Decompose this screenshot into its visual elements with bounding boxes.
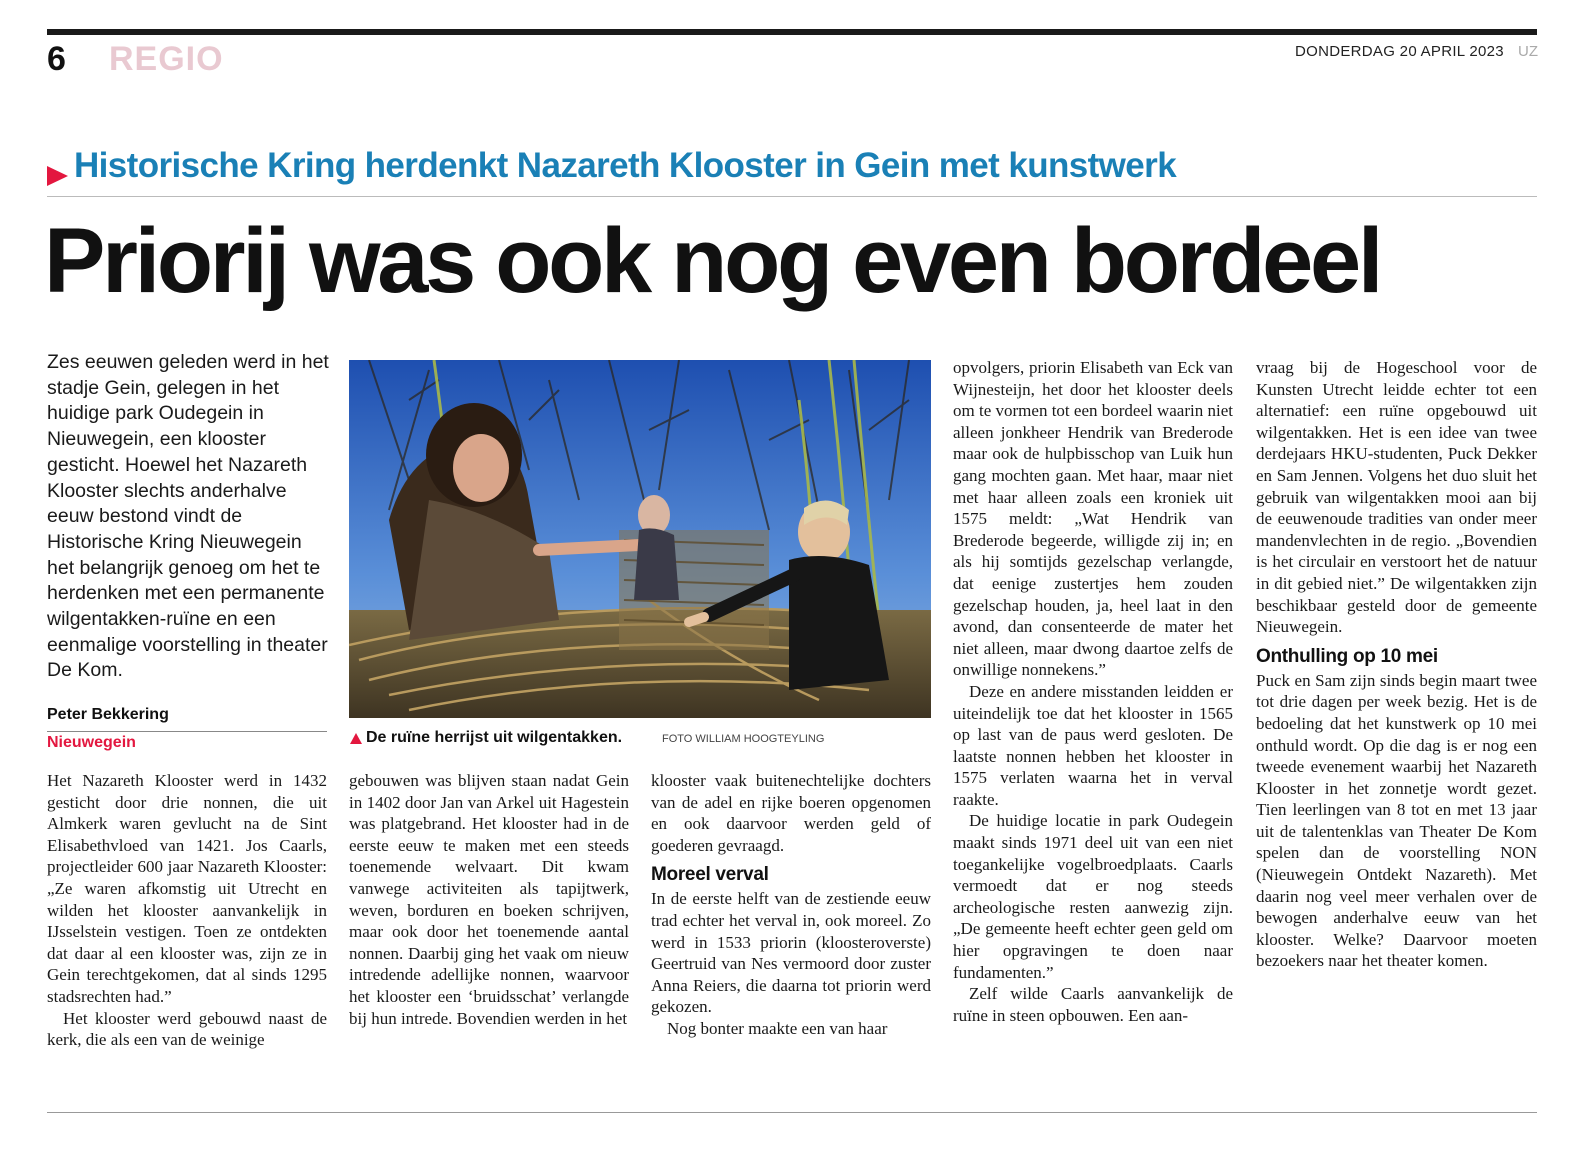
body-paragraph: Puck en Sam zijn sinds begin maart twee tot drie dagen per week bezig. Het is de bedoeling dat het kunstwerk op 10 mei onthuld wordt. Op die dag is er nog een tweede evenement waarbij het Nazareth Klooster in het zonnetje wordt gezet. Tien leerlingen van 8 tot en met 13 jaar uit de talentenklas van Theater De Kom spelen dan de voorstelling NON (Nieuwegein Ontdekt Nazareth). Met daarin nog veel meer verhalen over de bewogen anderhalve eeuw van het klooster. Welke? Daarvoor moeten bezoekers naar het theater komen. bbox=[1256, 670, 1537, 971]
article-intro: Zes eeuwen geleden werd in het stadje Gein, gelegen in het huidige park Oudegein in Nieuwegein, een klooster gesticht. Hoewel het Nazareth Klooster slechts anderhalve eeuw bestond vindt de Historische Kring Nieuwegein het belangrijk genoeg om het te herdenken met een permanente wilgentakken-ruïne en een eenmalige voorstelling in theater De Kom. bbox=[47, 351, 329, 682]
body-paragraph: gebouwen was blijven staan nadat Gein in 1402 door Jan van Arkel uit Hagestein was platgebrand. Het klooster had in de eerste eeuw te maken met een steeds toenemende welvaart. Dit kwam vanwege activiteiten als tapijtwerk, weven, borduren en boeken schrijven, maar ook door het toenemende aantal nonnen. Daarbij ging het vaak om nieuw intredende adellijke nonnen, waarvoor het klooster een ‘bruidsschat’ verlangde bij hun intrede. Bovendien werden in het bbox=[349, 771, 629, 1028]
body-paragraph: opvolgers, priorin Elisabeth van Eck van Wijnesteijn, het door het klooster deels om te vormen tot een bordeel waarin niet alleen jonkheer Hendrik van Brederode maar ook de hulpbisschop van Luik hun gang mochten gaan. Met haar, maar niet met haar alleen zoals een kroniek uit 1575 meldt: „Wat Hendrik van Brederode begeerde, willigde zij in; en als hij somtijds gezelschap verlangde, dat eenige zustertjes hem zouden gezelschap houden, ja, heel laat in den avond, dan consenteerde de mater het niet alleen, maar dwong daartoe zelfs de onwillige nonnekens.” bbox=[953, 358, 1233, 680]
article-headline: Priorij was ook nog even bordeel bbox=[44, 210, 1381, 312]
body-column-4 bbox=[953, 357, 1233, 1076]
body-column-3 bbox=[651, 770, 931, 1076]
kicker-arrow-icon bbox=[47, 166, 68, 186]
body-paragraph: Nog bonter maakte een van haar bbox=[667, 1018, 888, 1038]
byline-location: Nieuwegein bbox=[47, 734, 136, 751]
subheading-moreel-verval: Moreel verval bbox=[651, 864, 769, 886]
article-photo bbox=[349, 360, 931, 718]
article-kicker: Historische Kring herdenkt Nazareth Klooster in Gein met kunstwerk bbox=[74, 146, 1177, 185]
body-paragraph: Het Nazareth Klooster werd in 1432 gesticht door drie nonnen, die uit Almkerk waren gevlucht na de Sint Elisabethvloed van 1421. Jos Caarls, projectleider 600 jaar Nazareth Klooster: „Ze waren afkomstig uit Utrecht en wilden het klooster aanvankelijk in IJsselstein vestigen. Toen ze ontdekten dat daar al een klooster was, zijn ze in Gein terechtgekomen, dat al sinds 1295 stadsrechten had.” bbox=[47, 771, 327, 1006]
kicker-rule bbox=[47, 196, 1537, 197]
section-label: REGIO bbox=[109, 40, 224, 78]
body-paragraph: In de eerste helft van de zestiende eeuw trad echter het verval in, ook moreel. Zo werd in 1533 priorin (kloosteroverste) Geertruid van Nes vermoord door zuster Anna Reiers, die daarna tot priorin werd gekozen. bbox=[651, 889, 931, 1017]
subheading-onthulling: Onthulling op 10 mei bbox=[1256, 645, 1438, 667]
page-bottom-rule bbox=[47, 1112, 1537, 1113]
body-paragraph: vraag bij de Hogeschool voor de Kunsten Utrecht leidde echter tot een alternatief: een ruïne opgebouwd uit wilgentakken. Het is een idee van twee derdejaars HKU-studenten, Puck Dekker en Sam Jennen. Volgens het duo sluit het gebruik van wilgentakken mooi aan bij de eeuwenoude tradities van onder meer mandenvlechten in de regio. „Bovendien is het circulair en verstoort het de natuur in dit gebied niet.” De wilgentakken zijn beschikbaar gesteld door de gemeente Nieuwegein. bbox=[1256, 358, 1537, 637]
photo-credit: FOTO WILLIAM HOOGTEYLING bbox=[662, 733, 825, 745]
caption-triangle-icon bbox=[350, 733, 362, 744]
masthead-top-rule bbox=[47, 29, 1537, 35]
photo-caption: De ruïne herrijst uit wilgentakken. bbox=[366, 729, 623, 746]
edition-code: UZ bbox=[1518, 43, 1538, 60]
issue-date: DONDERDAG 20 APRIL 2023 bbox=[1295, 43, 1504, 60]
page-number: 6 bbox=[47, 40, 66, 78]
body-column-5 bbox=[1256, 357, 1537, 1076]
body-paragraph: Deze en andere misstanden leidden er uiteindelijk toe dat het klooster in 1565 op last van de paus werd gesloten. De laatste nonnen hebben het klooster in 1575 verlaten waarna het in verval raakte. bbox=[953, 681, 1233, 809]
body-paragraph: Zelf wilde Caarls aanvankelijk de ruïne in steen opbouwen. Een aan- bbox=[953, 984, 1233, 1025]
body-column-2 bbox=[349, 770, 629, 1076]
body-paragraph: klooster vaak buitenechtelijke dochters van de adel en rijke boeren opgenomen en ook daarvoor werden geld of goederen gevraagd. bbox=[651, 771, 931, 855]
body-paragraph: De huidige locatie in park Oudegein maakt sinds 1971 deel uit van een niet toegankelijke vogelbroedplaats. Caarls vermoedt dat er nog steeds archeologische resten aanwezig zijn. „De gemeente heeft echter geen geld om hier opgravingen te doen naar fundamenten.” bbox=[953, 811, 1233, 982]
byline-author: Peter Bekkering bbox=[47, 706, 169, 723]
body-paragraph: Het klooster werd gebouwd naast de kerk, die als een van de weinige bbox=[47, 1008, 327, 1050]
body-column-1 bbox=[47, 770, 327, 1076]
byline-rule bbox=[47, 731, 327, 732]
